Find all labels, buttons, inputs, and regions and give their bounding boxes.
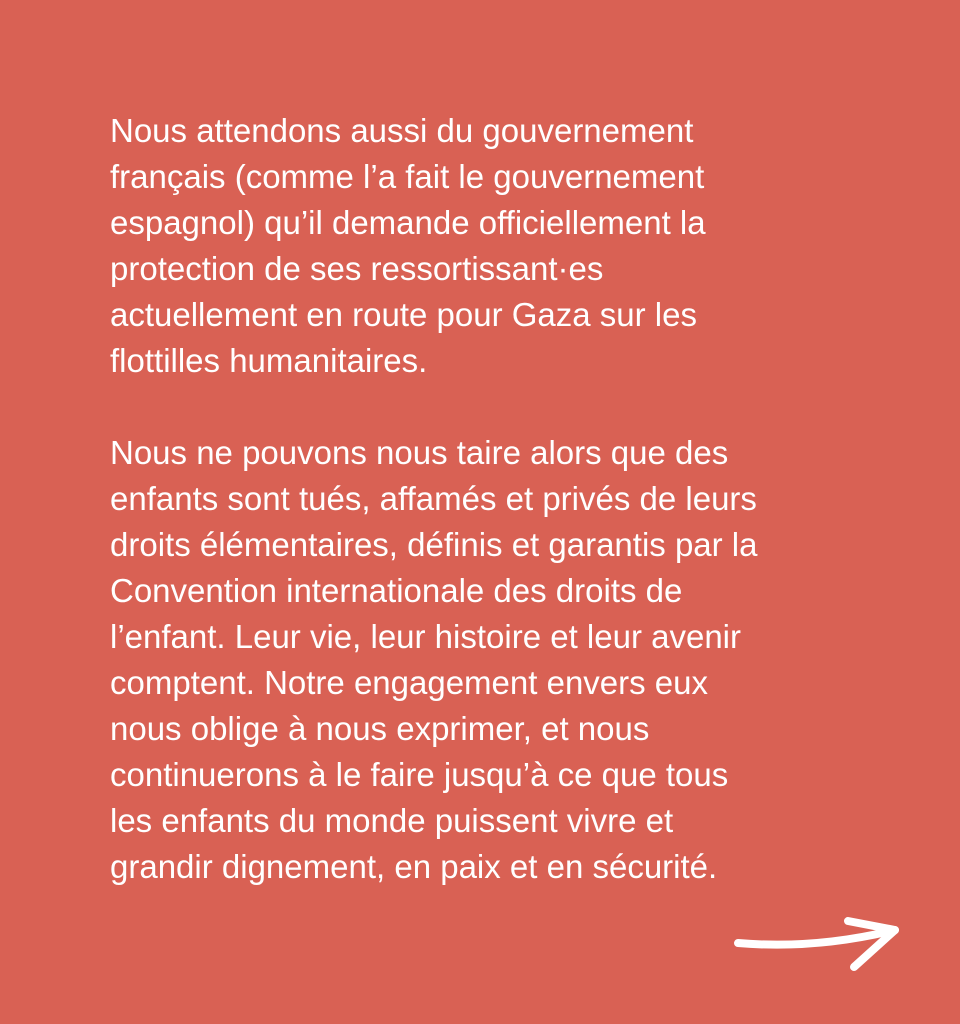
paragraph-gap: [110, 384, 870, 430]
paragraph-line: Convention internationale des droits de: [110, 572, 683, 609]
paragraph-1: [110, 108, 870, 384]
paragraph-line: les enfants du monde puissent vivre et: [110, 802, 674, 839]
paragraph-line: Nous ne pouvons nous taire alors que des: [110, 434, 729, 471]
paragraph-line: espagnol) qu’il demande officiellement la: [110, 204, 706, 241]
paragraph-line: droits élémentaires, définis et garantis par la: [110, 526, 758, 563]
paragraph-line: enfants sont tués, affamés et privés de leurs: [110, 480, 757, 517]
paragraph-line: nous oblige à nous exprimer, et nous: [110, 710, 650, 747]
paragraph-2: [110, 430, 870, 890]
paragraph-line: grandir dignement, en paix et en sécurité.: [110, 848, 718, 885]
paragraph-line: comptent. Notre engagement envers eux: [110, 664, 709, 701]
paragraph-line: continuerons à le faire jusqu’à ce que tous: [110, 756, 729, 793]
arrow-right-icon[interactable]: [730, 915, 910, 985]
paragraph-line: l’enfant. Leur vie, leur histoire et leur avenir: [110, 618, 741, 655]
text-content: [110, 108, 870, 890]
paragraph-line: actuellement en route pour Gaza sur les: [110, 296, 697, 333]
paragraph-line: français (comme l’a fait le gouvernement: [110, 158, 705, 195]
paragraph-line: protection de ses ressortissant·es: [110, 250, 604, 287]
paragraph-line: flottilles humanitaires.: [110, 342, 428, 379]
paragraph-line: Nous attendons aussi du gouvernement: [110, 112, 694, 149]
